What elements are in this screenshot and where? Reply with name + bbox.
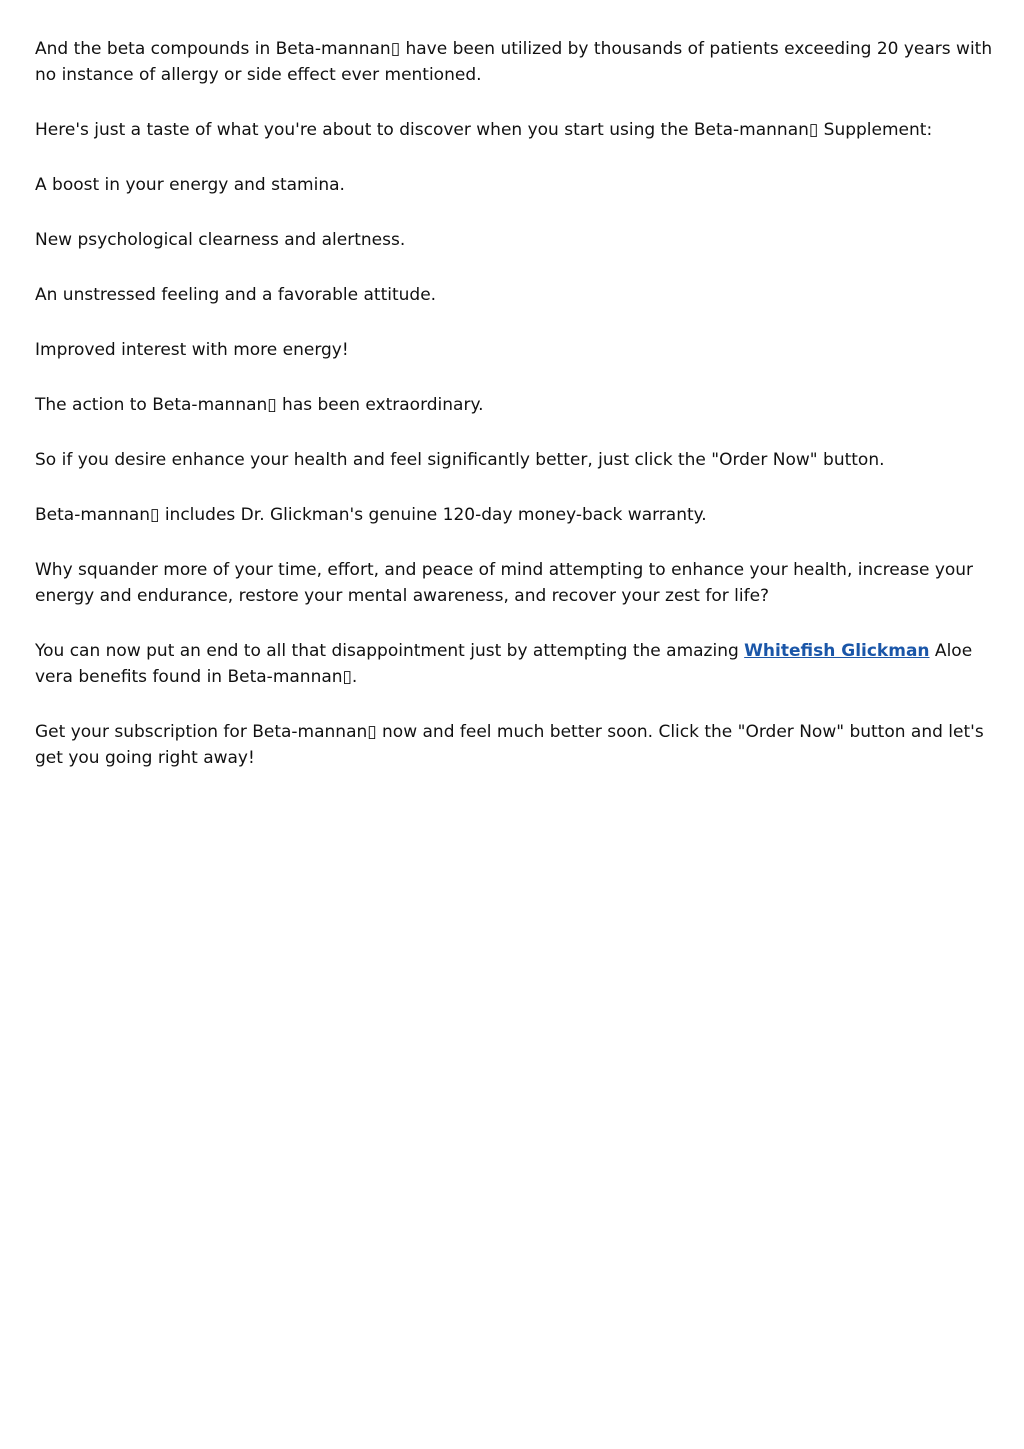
paragraph-order-now: So if you desire enhance your health and feel significantly better, just click the "Order Now" button. — [35, 450, 885, 470]
paragraph-interest: Improved interest with more energy! — [35, 340, 349, 360]
paragraph-action: The action to Beta-mannan▯ has been extraordinary. — [35, 395, 484, 415]
paragraph-allergy-claim: And the beta compounds in Beta-mannan▯ have been utilized by thousands of patients exceeding 20 years with no instance of allergy or side effect ever mentioned. — [35, 39, 993, 85]
paragraph-disappointment-before: You can now put an end to all that disappointment just by attempting the amazing — [35, 641, 745, 661]
paragraph-energy-boost: A boost in your energy and stamina. — [35, 175, 345, 195]
paragraph-taste-intro: Here's just a taste of what you're about to discover when you start using the Beta-mannan▯ Supplement: — [35, 120, 933, 140]
whitefish-glickman-link[interactable]: Whitefish Glickman — [744, 641, 930, 661]
paragraph-why-squander: Why squander more of your time, effort, and peace of mind attempting to enhance your health, increase your energy and endurance, restore your mental awareness, and recover your zest for life? — [35, 560, 974, 606]
paragraph-unstressed: An unstressed feeling and a favorable attitude. — [35, 285, 437, 305]
paragraph-disappointment-after: Aloe vera benefits found in Beta-mannan▯. — [35, 641, 973, 687]
document-body — [35, 36, 995, 800]
paragraph-clearness: New psychological clearness and alertness. — [35, 230, 406, 250]
paragraph-disappointment — [35, 638, 995, 690]
paragraph-warranty: Beta-mannan▯ includes Dr. Glickman's genuine 120-day money-back warranty. — [35, 505, 707, 525]
paragraph-subscription: Get your subscription for Beta-mannan▯ now and feel much better soon. Click the "Order Now" button and let's get you going right away! — [35, 722, 984, 768]
